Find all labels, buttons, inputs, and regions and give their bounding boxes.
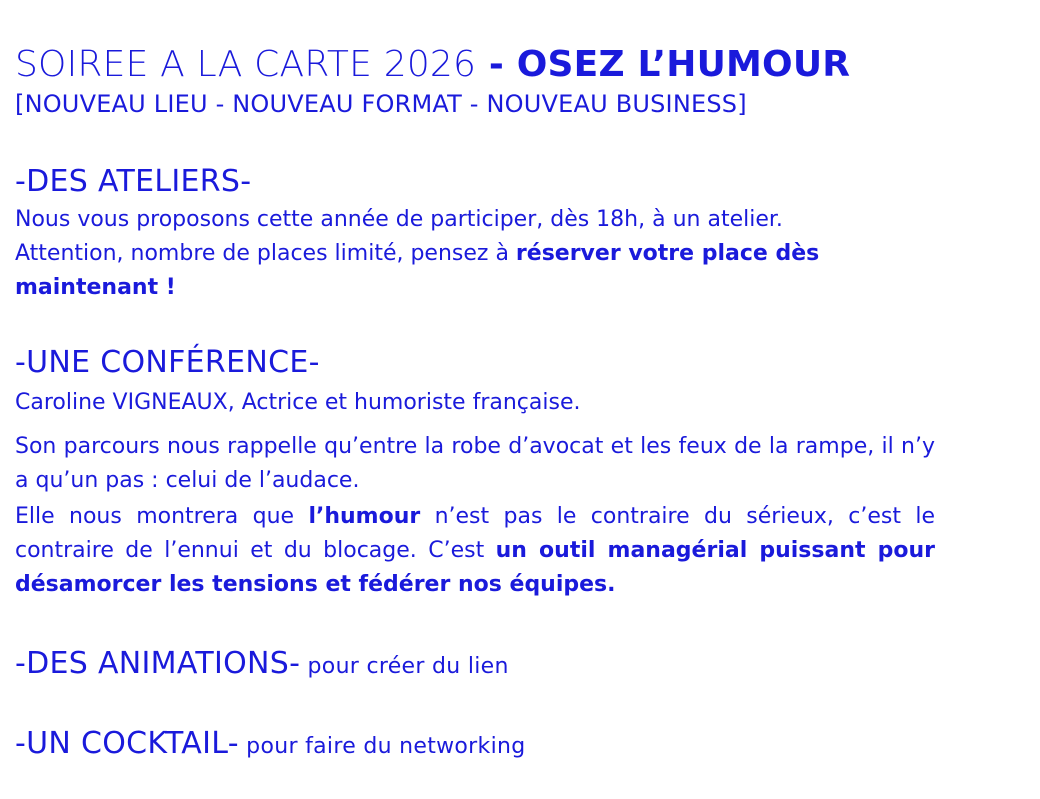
section-heading-ateliers: -DES ATELIERS- [15,164,252,199]
document-page [15,0,1025,799]
animations-text: pour créer du lien [300,654,509,679]
ateliers-line-1: Nous vous proposons cette année de participer, dès 18h, à un atelier. [15,207,783,232]
animations-heading: -DES ANIMATIONS- [15,646,301,681]
conference-speaker: Caroline VIGNEAUX, Actrice et humoriste française. [15,390,581,415]
conference-paragraph-2 [15,500,935,602]
section-heading-conference: -UNE CONFÉRENCE- [15,345,320,380]
page-subtitle: [NOUVEAU LIEU - NOUVEAU FORMAT - NOUVEAU BUSINESS] [15,90,747,118]
title-main-text: SOIREE A LA CARTE 2026 [15,44,477,85]
title-accent: - OSEZ L’HUMOUR [476,44,851,85]
cocktail-heading: -UN COCKTAIL- [15,726,239,761]
cocktail-text: pour faire du networking [238,734,526,759]
ateliers-line-3 [15,271,176,305]
managerial-tool-emphasis: un outil managérial puissant pour désamorcer les tensions et fédérer nos équipes. [15,538,935,597]
ateliers-reserve-emphasis-end: maintenant ! [15,275,176,300]
ateliers-line-2-text: Attention, nombre de places limité, pensez à [15,241,516,266]
humour-emphasis: l’humour [308,504,421,529]
conference-p2-middle: n’est pas le contraire du sérieux, c’est le contraire de l’ennui et du blocage. C’est [15,504,935,563]
ateliers-reserve-emphasis: réserver votre place dès [515,241,820,266]
conference-paragraph-1: Son parcours nous rappelle qu’entre la robe d’avocat et les feux de la rampe, il n’y a qu’un pas : celui de l’audace. [15,434,935,493]
section-heading-animations [15,646,509,681]
page-title [15,44,850,85]
section-heading-cocktail [15,726,525,761]
ateliers-line-2 [15,237,819,271]
conference-p2-start: Elle nous montrera que [15,504,309,529]
